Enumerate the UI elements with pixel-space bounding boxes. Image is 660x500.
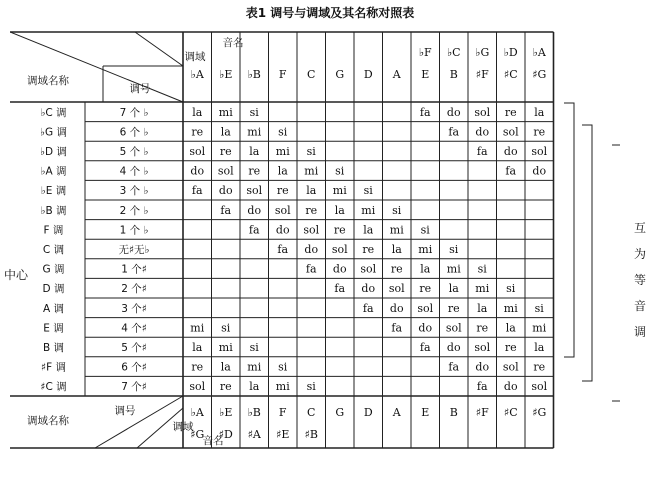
row-key-signature: 无♯无♭ [118, 244, 150, 256]
row-key-signature: 6 个 ♭ [119, 126, 149, 139]
bottom-note-name: ♯A [247, 428, 261, 441]
solfege-cell: sol [246, 184, 263, 198]
row-key-name: E 调 [43, 322, 64, 335]
solfege-cell: fa [505, 164, 517, 178]
solfege-cell: do [275, 223, 290, 237]
top-note-name: ♭E [219, 68, 233, 81]
top-note-name: ♭F [418, 46, 432, 59]
bracket-3 [612, 145, 620, 401]
solfege-cell: sol [331, 243, 348, 256]
solfege-cell: si [534, 301, 544, 315]
solfege-cell: la [448, 282, 459, 296]
row-key-name: F 调 [43, 224, 64, 237]
solfege-cell: mi [247, 125, 262, 139]
bottom-note-name: B [449, 406, 458, 419]
solfege-cell: sol [388, 282, 405, 296]
top-note-name: B [449, 68, 458, 81]
bottom-note-name: A [392, 406, 401, 419]
solfege-cell: mi [247, 360, 262, 374]
solfege-cell: mi [218, 341, 233, 354]
row-key-name: ♯F 调 [41, 361, 66, 374]
solfege-cell: si [278, 125, 288, 139]
solfege-cell: si [306, 380, 316, 394]
solfege-cell: sol [303, 223, 320, 237]
row-key-signature: 5 个♯ [121, 342, 147, 354]
side-char: 等 [633, 273, 646, 287]
solfege-cell: mi [275, 145, 290, 158]
solfege-cell: re [419, 282, 432, 296]
row-key-name: ♭E 调 [40, 185, 67, 198]
top-note-name: G [335, 68, 345, 81]
bottom-note-name: ♭E [219, 406, 233, 419]
solfege-cell: fa [476, 145, 488, 158]
row-key-name: C 调 [42, 244, 65, 256]
solfege-cell: do [475, 360, 490, 374]
solfege-cell: re [533, 360, 546, 374]
solfege-cell: mi [218, 105, 233, 119]
row-key-signature: 6 个♯ [121, 361, 147, 374]
top-note-name: C [307, 68, 316, 81]
solfege-cell: mi [532, 321, 547, 335]
solfege-cell: sol [417, 301, 434, 315]
row-key-name: ♭A 调 [40, 165, 67, 178]
row-key-name: ♭D 调 [40, 146, 67, 158]
solfege-cell: fa [248, 223, 260, 237]
solfege-cell: la [534, 341, 545, 354]
row-key-name: B 调 [42, 342, 65, 354]
solfege-cell: sol [217, 164, 234, 178]
solfege-cell: mi [475, 282, 490, 296]
solfege-cell: fa [334, 282, 346, 296]
solfege-cell: mi [418, 243, 433, 256]
solfege-cell: si [477, 262, 487, 276]
solfege-cell: do [190, 164, 205, 178]
footer-yinming-label: 音名 [202, 435, 224, 447]
solfege-cell: re [191, 360, 204, 374]
solfege-cell: re [476, 321, 489, 335]
solfege-cell: la [277, 164, 288, 178]
solfege-cell: mi [361, 203, 376, 217]
solfege-cell: re [276, 184, 289, 198]
solfege-cell: re [362, 243, 375, 256]
solfege-cell: sol [274, 203, 291, 217]
solfege-cell: sol [531, 145, 548, 158]
solfege-cell: la [420, 262, 431, 276]
solfege-cell: mi [304, 164, 319, 178]
row-key-signature: 4 个♯ [121, 322, 147, 335]
solfege-cell: do [332, 262, 347, 276]
side-char: 为 [633, 247, 646, 261]
row-key-signature: 3 个 ♭ [119, 185, 149, 198]
row-key-signature: 5 个 ♭ [119, 146, 149, 158]
solfege-cell: si [392, 203, 402, 217]
solfege-cell: sol [360, 262, 377, 276]
solfege-cell: sol [189, 145, 206, 158]
solfege-cell: re [333, 223, 346, 237]
solfege-cell: la [220, 125, 231, 139]
bottom-note-name: D [363, 406, 373, 419]
solfege-cell: do [503, 145, 518, 158]
bottom-note-name: ♭B [247, 406, 261, 419]
header-name-label: 调域名称 [27, 75, 69, 87]
solfege-cell: sol [531, 380, 548, 394]
bracket-2 [582, 125, 592, 381]
solfege-cell: re [447, 301, 460, 315]
bottom-note-name: G [335, 406, 345, 419]
solfege-cell: fa [220, 203, 232, 217]
solfege-cell: si [249, 341, 259, 354]
row-key-name: ♭G 调 [40, 126, 67, 139]
solfege-cell: re [504, 341, 517, 354]
bottom-note-name: ♯E [276, 428, 290, 441]
solfege-cell: fa [448, 360, 460, 374]
top-note-name: ♭G [475, 46, 490, 59]
solfege-cell: la [306, 184, 317, 198]
solfege-cell: la [505, 321, 516, 335]
solfege-cell: si [420, 223, 430, 237]
row-key-name: A 调 [42, 302, 65, 315]
header-diagonal-short [135, 32, 183, 66]
solfege-cell: do [361, 282, 376, 296]
solfege-cell: la [192, 341, 203, 354]
solfege-cell: la [249, 380, 260, 394]
top-note-name: ♭D [503, 46, 518, 59]
bottom-note-name: ♯D [218, 428, 233, 441]
row-key-signature: 1 个♯ [121, 263, 147, 276]
solfege-cell: si [306, 145, 316, 158]
top-note-name: ♯C [503, 68, 518, 81]
solfege-cell: si [278, 360, 288, 374]
key-table [10, 28, 590, 478]
top-note-name: ♭B [247, 68, 261, 81]
solfege-cell: si [449, 243, 459, 256]
footer-diaoyu-label: 调域 [172, 421, 194, 433]
side-char: 互 [633, 221, 646, 235]
solfege-cell: fa [277, 243, 289, 256]
solfege-cell: re [219, 145, 232, 158]
row-key-signature: 2 个♯ [121, 283, 147, 296]
side-char: 调 [633, 325, 646, 339]
top-note-name: ♯F [475, 68, 489, 81]
solfege-cell: si [506, 282, 516, 296]
solfege-cell: mi [332, 184, 347, 198]
row-key-name: G 调 [42, 263, 65, 276]
row-key-signature: 1 个 ♭ [119, 224, 149, 237]
top-note-name: ♭A [190, 68, 204, 81]
solfege-cell: do [247, 203, 262, 217]
solfege-cell: la [477, 301, 488, 315]
solfege-cell: la [534, 105, 545, 119]
solfege-cell: do [532, 164, 547, 178]
solfege-cell: sol [502, 125, 519, 139]
side-char: 音 [633, 299, 646, 313]
solfege-cell: do [218, 184, 233, 198]
top-note-name: D [363, 68, 373, 81]
bracket-1 [564, 103, 574, 357]
solfege-cell: do [418, 321, 433, 335]
row-key-signature: 3 个♯ [121, 302, 147, 315]
solfege-cell: fa [448, 125, 460, 139]
bottom-note-name: ♯C [503, 406, 518, 419]
solfege-cell: si [249, 105, 259, 119]
top-note-name: E [421, 68, 430, 81]
row-key-signature: 4 个 ♭ [119, 165, 149, 178]
solfege-cell: do [304, 243, 319, 256]
footer-diagonal [95, 396, 183, 448]
solfege-cell: si [363, 184, 373, 198]
center-label: 中心 [4, 268, 29, 282]
solfege-cell: re [305, 203, 318, 217]
footer-diaohao-label: 调号 [114, 405, 136, 417]
top-note-name: ♭C [446, 46, 461, 59]
header-diaoyu-label: 调域 [184, 51, 206, 63]
bottom-note-name: E [421, 406, 430, 419]
table-title: 表1 调号与调域及其名称对照表 [245, 6, 415, 20]
solfege-cell: la [249, 145, 260, 158]
bottom-note-name: ♭A [190, 406, 204, 419]
row-key-signature: 7 个♯ [121, 381, 147, 394]
header-yinming-label: 音名 [222, 37, 244, 49]
row-key-signature: 2 个 ♭ [119, 204, 149, 217]
bottom-note-name: ♯G [190, 428, 205, 441]
row-key-name: ♭C 调 [40, 106, 67, 119]
solfege-cell: sol [474, 105, 491, 119]
solfege-cell: mi [446, 262, 461, 276]
solfege-cell: sol [502, 360, 519, 374]
solfege-cell: do [446, 341, 461, 354]
top-note-name: F [278, 68, 287, 81]
row-key-name: ♭B 调 [40, 204, 67, 217]
solfege-cell: mi [275, 380, 290, 394]
solfege-cell: re [248, 164, 261, 178]
solfege-cell: sol [189, 380, 206, 394]
solfege-cell: fa [476, 380, 488, 394]
solfege-cell: si [221, 321, 231, 335]
solfege-cell: la [192, 105, 203, 119]
solfege-cell: fa [191, 184, 203, 198]
bottom-note-name: C [307, 406, 316, 419]
solfege-cell: sol [474, 341, 491, 354]
header-diagonal-long [10, 32, 183, 102]
solfege-cell: mi [503, 301, 518, 315]
solfege-cell: do [475, 125, 490, 139]
solfege-cell: la [220, 360, 231, 374]
footer-name-label: 调域名称 [27, 415, 69, 427]
bottom-note-name: ♯F [475, 406, 489, 419]
solfege-cell: re [219, 380, 232, 394]
solfege-cell: do [389, 301, 404, 315]
solfege-cell: la [334, 203, 345, 217]
row-key-name: D 调 [42, 283, 65, 296]
bottom-note-name: ♯G [532, 406, 547, 419]
top-note-name: ♯G [532, 68, 547, 81]
solfege-cell: re [504, 105, 517, 119]
top-note-name: ♭A [532, 46, 546, 59]
solfege-cell: la [391, 243, 402, 256]
bottom-note-name: ♯B [304, 428, 318, 441]
solfege-cell: fa [419, 341, 431, 354]
row-key-signature: 7 个 ♭ [119, 106, 149, 119]
solfege-cell: do [446, 105, 461, 119]
solfege-cell: re [390, 262, 403, 276]
solfege-cell: fa [362, 301, 374, 315]
solfege-cell: sol [445, 321, 462, 335]
solfege-cell: fa [391, 321, 403, 335]
solfege-cell: mi [389, 223, 404, 237]
solfege-cell: re [191, 125, 204, 139]
solfege-cell: mi [190, 321, 205, 335]
solfege-cell: si [335, 164, 345, 178]
header-diaohao-label: 调号 [129, 83, 151, 95]
top-note-name: A [392, 68, 401, 81]
enharmonic-side-label [632, 215, 648, 345]
solfege-cell: fa [305, 262, 317, 276]
enharmonic-brackets [560, 95, 620, 415]
row-key-name: ♯C 调 [40, 381, 67, 394]
solfege-cell: fa [419, 105, 431, 119]
solfege-cell: do [503, 380, 518, 394]
bottom-note-name: F [278, 406, 287, 419]
solfege-cell: re [533, 125, 546, 139]
solfege-cell: la [363, 223, 374, 237]
